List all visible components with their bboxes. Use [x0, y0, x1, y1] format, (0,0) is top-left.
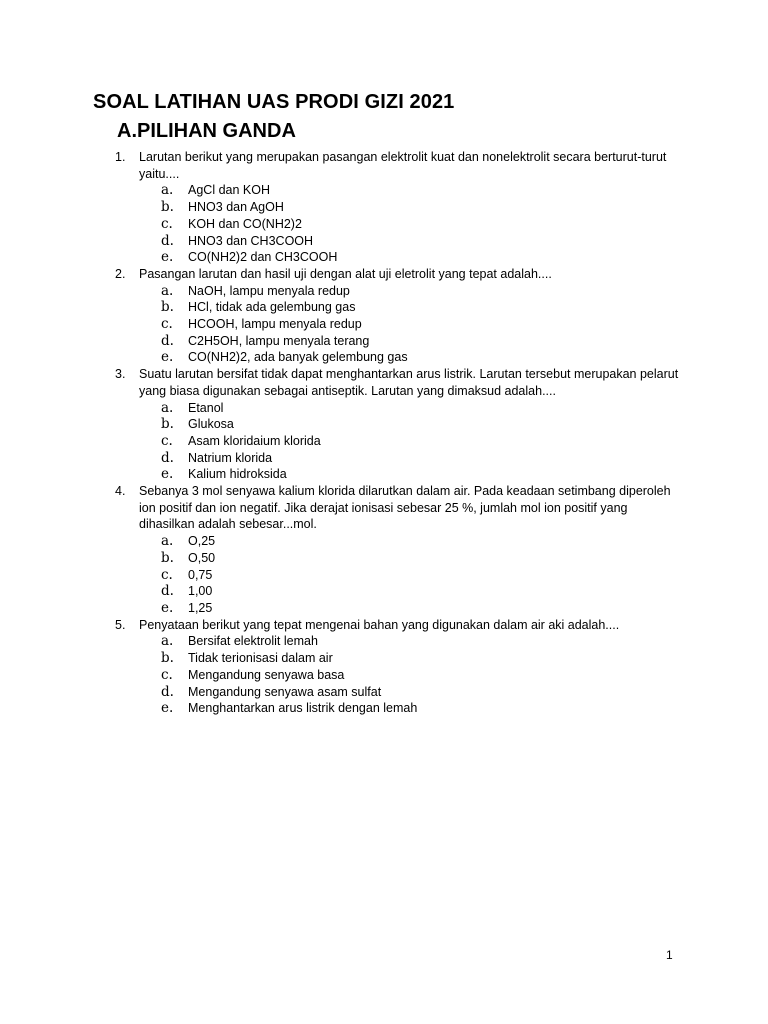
- option-text: Mengandung senyawa asam sulfat: [188, 684, 382, 699]
- question-number: 2.: [115, 266, 126, 281]
- option-letter: b.: [161, 299, 174, 316]
- option-item: [161, 400, 685, 417]
- option-item: [161, 333, 685, 350]
- option-item: [161, 283, 685, 300]
- option-item: [161, 216, 685, 233]
- option-list: [115, 182, 685, 266]
- option-text: HNO3 dan AgOH: [188, 200, 284, 215]
- question-item: [115, 617, 685, 717]
- option-text: Bersifat elektrolit lemah: [188, 634, 318, 649]
- option-letter: d.: [161, 449, 174, 466]
- option-item: [161, 349, 685, 366]
- option-letter: b.: [161, 416, 174, 433]
- option-letter: e.: [161, 466, 174, 483]
- question-number: 5.: [115, 617, 126, 632]
- section-heading: A.PILIHAN GANDA: [117, 120, 296, 142]
- question-text: Pasangan larutan dan hasil uji dengan alat uji eletrolit yang tepat adalah....: [139, 266, 552, 281]
- page-number: 1: [666, 948, 673, 962]
- option-list: [115, 400, 685, 484]
- option-text: AgCl dan KOH: [188, 183, 270, 198]
- option-text: CO(NH2)2 dan CH3COOH: [188, 250, 338, 265]
- option-item: [161, 550, 685, 567]
- option-letter: d.: [161, 332, 174, 349]
- option-letter: e.: [161, 249, 174, 266]
- option-item: [161, 633, 685, 650]
- option-text: C2H5OH, lampu menyala terang: [188, 333, 370, 348]
- option-letter: d.: [161, 232, 174, 249]
- option-letter: a.: [161, 282, 174, 299]
- option-text: HCOOH, lampu menyala redup: [188, 317, 362, 332]
- option-text: Etanol: [188, 400, 224, 415]
- option-text: Kalium hidroksida: [188, 467, 287, 482]
- option-letter: a.: [161, 533, 174, 550]
- option-item: [161, 667, 685, 684]
- option-letter: a.: [161, 633, 174, 650]
- option-item: [161, 249, 685, 266]
- option-item: [161, 700, 685, 717]
- option-text: Natrium klorida: [188, 450, 273, 465]
- option-text: KOH dan CO(NH2)2: [188, 216, 302, 231]
- option-letter: a.: [161, 182, 174, 199]
- option-text: HCl, tidak ada gelembung gas: [188, 300, 356, 315]
- option-letter: b.: [161, 650, 174, 667]
- option-letter: b.: [161, 549, 174, 566]
- option-letter: b.: [161, 199, 174, 216]
- option-list: [115, 283, 685, 367]
- option-item: [161, 600, 685, 617]
- option-item: [161, 684, 685, 701]
- question-number: 3.: [115, 367, 126, 382]
- option-letter: c.: [161, 215, 173, 232]
- question-item: [115, 366, 685, 483]
- option-letter: a.: [161, 399, 174, 416]
- option-item: [161, 299, 685, 316]
- option-letter: e.: [161, 599, 174, 616]
- option-list: [115, 533, 685, 617]
- option-item: [161, 316, 685, 333]
- question-text: Larutan berikut yang merupakan pasangan elektrolit kuat dan nonelektrolit secara berturut-turut yaitu....: [139, 150, 667, 181]
- option-item: [161, 533, 685, 550]
- option-text: O,25: [188, 534, 216, 549]
- option-list: [115, 633, 685, 717]
- option-item: [161, 233, 685, 250]
- option-text: 0,75: [188, 567, 213, 582]
- option-letter: e.: [161, 700, 174, 717]
- option-text: HNO3 dan CH3COOH: [188, 233, 314, 248]
- option-text: CO(NH2)2, ada banyak gelembung gas: [188, 350, 408, 365]
- option-text: 1,00: [188, 584, 213, 599]
- question-item: [115, 266, 685, 366]
- option-letter: c.: [161, 316, 173, 333]
- option-letter: c.: [161, 566, 173, 583]
- option-text: Tidak terionisasi dalam air: [188, 651, 333, 666]
- option-letter: c.: [161, 666, 173, 683]
- option-item: [161, 199, 685, 216]
- option-item: [161, 466, 685, 483]
- option-letter: c.: [161, 432, 173, 449]
- option-letter: d.: [161, 683, 174, 700]
- question-number: 4.: [115, 484, 126, 499]
- option-text: Menghantarkan arus listrik dengan lemah: [188, 701, 418, 716]
- option-item: [161, 433, 685, 450]
- question-list: [115, 149, 685, 717]
- option-text: 1,25: [188, 600, 213, 615]
- option-text: Glukosa: [188, 417, 234, 432]
- option-item: [161, 182, 685, 199]
- option-item: [161, 583, 685, 600]
- option-text: NaOH, lampu menyala redup: [188, 283, 350, 298]
- option-text: Asam kloridaium klorida: [188, 433, 321, 448]
- question-item: [115, 483, 685, 617]
- option-letter: d.: [161, 583, 174, 600]
- option-item: [161, 450, 685, 467]
- page-title: SOAL LATIHAN UAS PRODI GIZI 2021: [93, 91, 455, 113]
- option-item: [161, 416, 685, 433]
- question-text: Sebanya 3 mol senyawa kalium klorida dilarutkan dalam air. Pada keadaan setimbang diperoleh ion positif dan ion negatif. Jika derajat ionisasi sebesar 25 %, jumlah mol ion positif yang dihasilkan adalah sebesar...mol.: [139, 484, 671, 532]
- option-text: Mengandung senyawa basa: [188, 667, 345, 682]
- question-text: Suatu larutan bersifat tidak dapat menghantarkan arus listrik. Larutan tersebut merupakan pelarut yang biasa digunakan sebagai antiseptik. Larutan yang dimaksud adalah....: [139, 367, 679, 398]
- question-text: Penyataan berikut yang tepat mengenai bahan yang digunakan dalam air aki adalah....: [139, 617, 620, 632]
- option-letter: e.: [161, 349, 174, 366]
- option-item: [161, 650, 685, 667]
- question-number: 1.: [115, 150, 126, 164]
- question-item: [115, 149, 685, 266]
- option-text: O,50: [188, 550, 216, 565]
- option-item: [161, 567, 685, 584]
